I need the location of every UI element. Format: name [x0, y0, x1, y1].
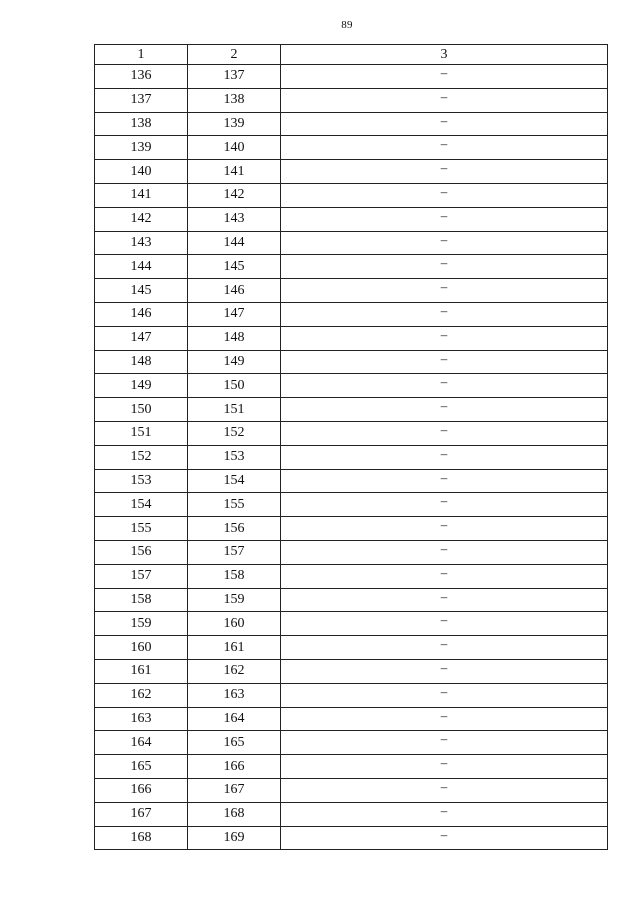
- table-cell-col-2: 143: [188, 207, 281, 231]
- table-cell-col-2: 138: [188, 88, 281, 112]
- table-cell-col-1: 163: [95, 707, 188, 731]
- table-cell-col-1: 139: [95, 136, 188, 160]
- table-row: [95, 421, 608, 445]
- table-cell-col-2: 148: [188, 326, 281, 350]
- table-row: [95, 612, 608, 636]
- table-cell-col-1: 143: [95, 231, 188, 255]
- table-cell-col-2: 137: [188, 65, 281, 89]
- table-row: [95, 302, 608, 326]
- table-cell-col-3: –: [281, 731, 608, 755]
- page-number: 89: [341, 19, 353, 31]
- table-cell-col-2: 154: [188, 469, 281, 493]
- table-row: [95, 469, 608, 493]
- table-cell-col-1: 159: [95, 612, 188, 636]
- table-cell-col-2: 144: [188, 231, 281, 255]
- table-cell-col-3: –: [281, 778, 608, 802]
- table-cell-col-2: 164: [188, 707, 281, 731]
- table-cell-col-2: 155: [188, 493, 281, 517]
- table-cell-col-1: 138: [95, 112, 188, 136]
- table-cell-col-3: –: [281, 231, 608, 255]
- header-row: [95, 45, 608, 65]
- table-cell-col-1: 148: [95, 350, 188, 374]
- table-row: [95, 231, 608, 255]
- table-cell-col-1: 165: [95, 755, 188, 779]
- table-row: [95, 207, 608, 231]
- table-cell-col-1: 164: [95, 731, 188, 755]
- table-row: [95, 636, 608, 660]
- table-row: [95, 326, 608, 350]
- table-cell-col-1: 145: [95, 279, 188, 303]
- table-header: [95, 45, 608, 65]
- table-cell-col-2: 146: [188, 279, 281, 303]
- table-cell-col-3: –: [281, 564, 608, 588]
- table-row: [95, 826, 608, 850]
- table-cell-col-1: 142: [95, 207, 188, 231]
- table-body: [95, 65, 608, 850]
- table-cell-col-2: 140: [188, 136, 281, 160]
- column-header-3: 3: [281, 45, 608, 65]
- table-cell-col-2: 163: [188, 683, 281, 707]
- table-cell-col-3: –: [281, 421, 608, 445]
- table-cell-col-2: 158: [188, 564, 281, 588]
- table-cell-col-1: 160: [95, 636, 188, 660]
- table-row: [95, 755, 608, 779]
- table-cell-col-2: 169: [188, 826, 281, 850]
- table-row: [95, 255, 608, 279]
- table-row: [95, 683, 608, 707]
- data-table: [94, 44, 608, 850]
- table-cell-col-3: –: [281, 445, 608, 469]
- table-cell-col-2: 159: [188, 588, 281, 612]
- table-cell-col-3: –: [281, 398, 608, 422]
- table-cell-col-1: 147: [95, 326, 188, 350]
- table-cell-col-1: 146: [95, 302, 188, 326]
- table-row: [95, 493, 608, 517]
- table-cell-col-1: 136: [95, 65, 188, 89]
- table-cell-col-1: 168: [95, 826, 188, 850]
- table-row: [95, 160, 608, 184]
- table-cell-col-1: 141: [95, 183, 188, 207]
- table-cell-col-3: –: [281, 683, 608, 707]
- table-cell-col-2: 142: [188, 183, 281, 207]
- table-cell-col-3: –: [281, 540, 608, 564]
- table-cell-col-3: –: [281, 183, 608, 207]
- table-cell-col-2: 149: [188, 350, 281, 374]
- column-header-1: 1: [95, 45, 188, 65]
- table-cell-col-3: –: [281, 707, 608, 731]
- table-cell-col-1: 157: [95, 564, 188, 588]
- table-cell-col-3: –: [281, 755, 608, 779]
- table-row: [95, 183, 608, 207]
- table-cell-col-2: 166: [188, 755, 281, 779]
- table-cell-col-2: 167: [188, 778, 281, 802]
- table-row: [95, 374, 608, 398]
- table-cell-col-2: 145: [188, 255, 281, 279]
- table-cell-col-3: –: [281, 65, 608, 89]
- table-cell-col-1: 154: [95, 493, 188, 517]
- table-row: [95, 802, 608, 826]
- table-cell-col-1: 156: [95, 540, 188, 564]
- table-cell-col-3: –: [281, 517, 608, 541]
- table-row: [95, 398, 608, 422]
- table-cell-col-2: 150: [188, 374, 281, 398]
- table-cell-col-1: 140: [95, 160, 188, 184]
- table-cell-col-2: 162: [188, 659, 281, 683]
- table-row: [95, 564, 608, 588]
- table-row: [95, 136, 608, 160]
- table-row: [95, 778, 608, 802]
- table-cell-col-3: –: [281, 636, 608, 660]
- table-row: [95, 445, 608, 469]
- table-cell-col-2: 147: [188, 302, 281, 326]
- table-cell-col-3: –: [281, 279, 608, 303]
- column-header-2: 2: [188, 45, 281, 65]
- table-cell-col-1: 161: [95, 659, 188, 683]
- table-cell-col-3: –: [281, 350, 608, 374]
- table-row: [95, 731, 608, 755]
- table-cell-col-1: 166: [95, 778, 188, 802]
- table-cell-col-3: –: [281, 469, 608, 493]
- table-row: [95, 279, 608, 303]
- table-cell-col-2: 160: [188, 612, 281, 636]
- table-cell-col-1: 151: [95, 421, 188, 445]
- table-row: [95, 659, 608, 683]
- table-cell-col-3: –: [281, 374, 608, 398]
- table-cell-col-3: –: [281, 136, 608, 160]
- table-cell-col-1: 152: [95, 445, 188, 469]
- table-cell-col-1: 153: [95, 469, 188, 493]
- table-cell-col-3: –: [281, 255, 608, 279]
- table-cell-col-2: 168: [188, 802, 281, 826]
- table-cell-col-1: 167: [95, 802, 188, 826]
- table-cell-col-2: 152: [188, 421, 281, 445]
- table-row: [95, 88, 608, 112]
- table-row: [95, 588, 608, 612]
- table-cell-col-1: 158: [95, 588, 188, 612]
- table-cell-col-3: –: [281, 493, 608, 517]
- table-cell-col-3: –: [281, 160, 608, 184]
- table-cell-col-1: 155: [95, 517, 188, 541]
- table-cell-col-3: –: [281, 612, 608, 636]
- table-cell-col-1: 149: [95, 374, 188, 398]
- table-row: [95, 707, 608, 731]
- table-row: [95, 112, 608, 136]
- table-cell-col-2: 165: [188, 731, 281, 755]
- table-cell-col-2: 157: [188, 540, 281, 564]
- table-cell-col-1: 137: [95, 88, 188, 112]
- table-cell-col-1: 144: [95, 255, 188, 279]
- table-cell-col-3: –: [281, 302, 608, 326]
- table-cell-col-3: –: [281, 207, 608, 231]
- table-cell-col-2: 141: [188, 160, 281, 184]
- table-cell-col-3: –: [281, 112, 608, 136]
- table-cell-col-3: –: [281, 826, 608, 850]
- table-cell-col-1: 150: [95, 398, 188, 422]
- table-cell-col-3: –: [281, 802, 608, 826]
- table-row: [95, 517, 608, 541]
- table-cell-col-3: –: [281, 659, 608, 683]
- table-row: [95, 540, 608, 564]
- table-row: [95, 65, 608, 89]
- table-cell-col-1: 162: [95, 683, 188, 707]
- table-cell-col-2: 153: [188, 445, 281, 469]
- table-cell-col-3: –: [281, 588, 608, 612]
- table-cell-col-2: 139: [188, 112, 281, 136]
- table-cell-col-3: –: [281, 326, 608, 350]
- table-cell-col-2: 151: [188, 398, 281, 422]
- table-cell-col-2: 156: [188, 517, 281, 541]
- table-row: [95, 350, 608, 374]
- table-cell-col-2: 161: [188, 636, 281, 660]
- table-cell-col-3: –: [281, 88, 608, 112]
